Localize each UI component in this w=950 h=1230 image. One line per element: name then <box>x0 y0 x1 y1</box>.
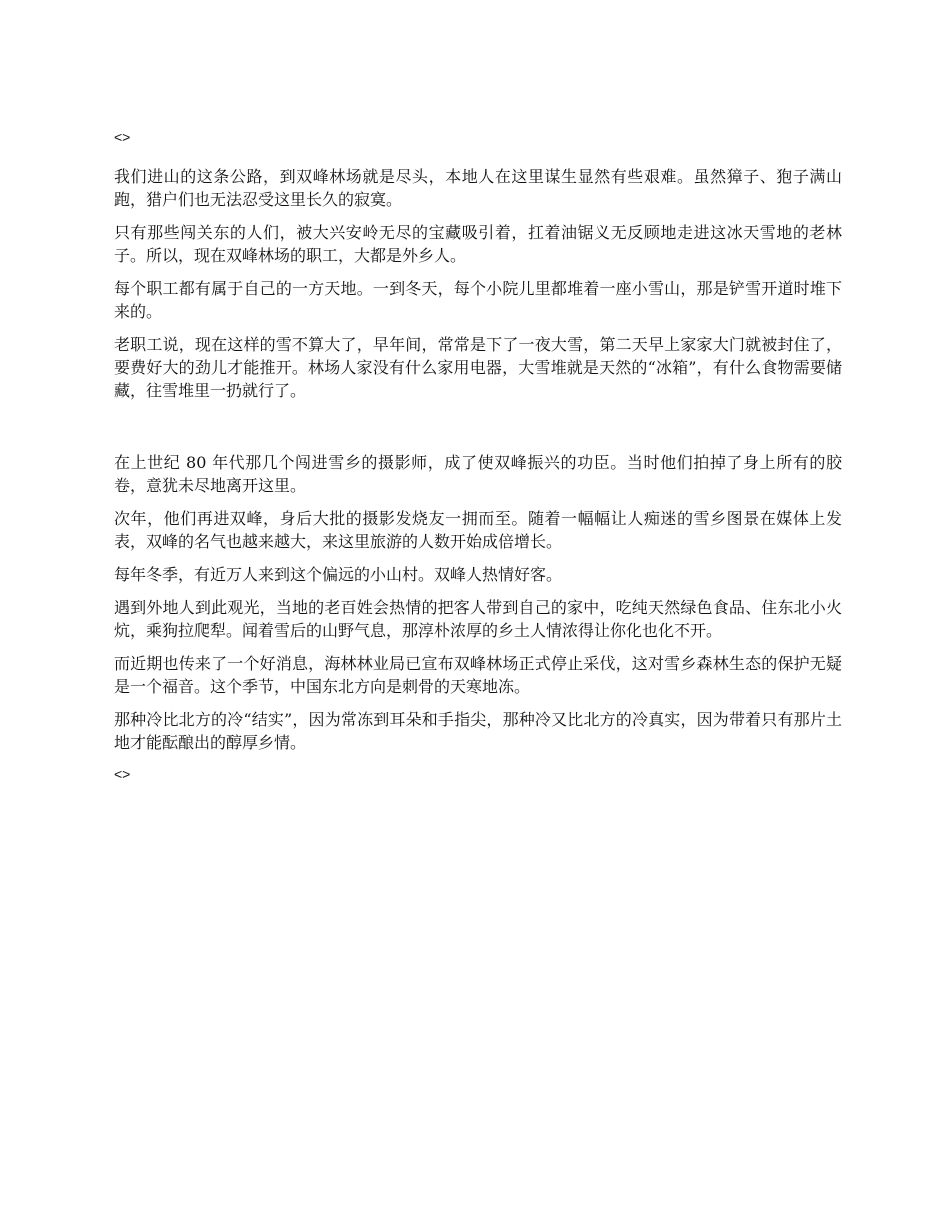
paragraph: 次年，他们再进双峰，身后大批的摄影发烧友一拥而至。随着一幅幅让人痴迷的雪乡图景在媒体上发表，双峰的名气也越来越大，来这里旅游的人数开始成倍增长。 <box>114 509 842 551</box>
paragraph: 在上世纪 80 年代那几个闯进雪乡的摄影师，成了使双峰振兴的功臣。当时他们拍掉了身上所有的胶卷，意犹未尽地离开这里。 <box>114 453 842 495</box>
paragraph: 我们进山的这条公路，到双峰林场就是尽头，本地人在这里谋生显然有些艰难。虽然獐子、狍子满山跑，猎户们也无法忍受这里长久的寂寞。 <box>114 167 842 209</box>
bottom-marker: <> <box>114 766 131 782</box>
paragraph: 那种冷比北方的冷“结实”，因为常冻到耳朵和手指尖，那种冷又比北方的冷真实，因为带着只有那片土地才能酝酿出的醇厚乡情。 <box>114 710 842 752</box>
paragraph: 而近期也传来了一个好消息，海林林业局已宣布双峰林场正式停止采伐，这对雪乡森林生态的保护无疑是一个福音。这个季节，中国东北方向是刺骨的天寒地冻。 <box>114 654 842 696</box>
section-gap <box>114 412 842 451</box>
paragraph: 每年冬季，有近万人来到这个偏远的小山村。双峰人热情好客。 <box>114 565 563 584</box>
document-page <box>114 127 842 802</box>
paragraph: 只有那些闯关东的人们，被大兴安岭无尽的宝藏吸引着，扛着油锯义无反顾地走进这冰天雪地的老林子。所以，现在双峰林场的职工，大都是外乡人。 <box>114 223 842 265</box>
top-marker: <> <box>114 129 131 145</box>
paragraph: 每个职工都有属于自己的一方天地。一到冬天，每个小院儿里都堆着一座小雪山，那是铲雪开道时堆下来的。 <box>114 279 842 321</box>
paragraph: 遇到外地人到此观光，当地的老百姓会热情的把客人带到自己的家中，吃纯天然绿色食品、住东北小火炕，乘狗拉爬犁。闻着雪后的山野气息，那淳朴浓厚的乡土人情浓得让你化也化不开。 <box>114 598 842 640</box>
paragraph: 老职工说，现在这样的雪不算大了，早年间，常常是下了一夜大雪，第二天早上家家大门就被封住了，要费好大的劲儿才能推开。林场人家没有什么家用电器，大雪堆就是天然的“冰箱”，有什么食物需要储藏，往雪堆里一扔就行了。 <box>114 335 842 400</box>
